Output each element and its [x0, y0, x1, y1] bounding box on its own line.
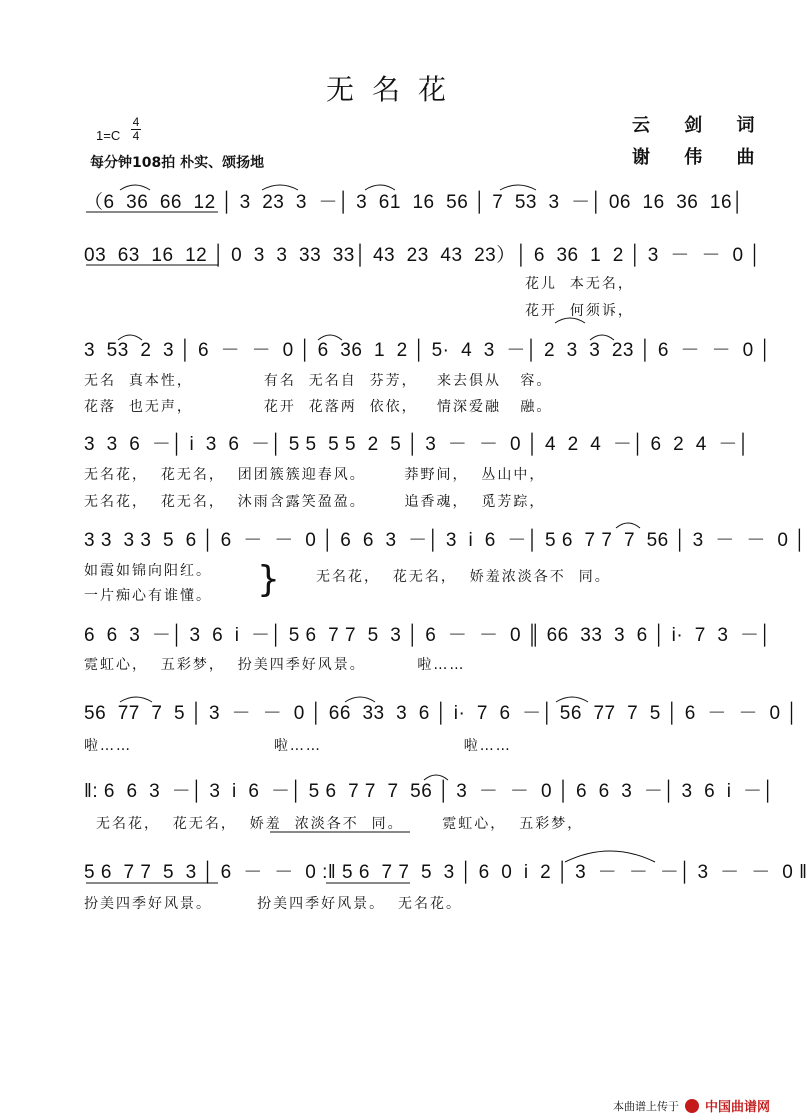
- staff-line-1: （6 36 66 12 │ 3 23 3 －│ 3 61 16 56 │ 7 53 3 －│ 06 16 36 16│: [84, 192, 745, 213]
- footer-watermark: [613, 1096, 770, 1115]
- key-signature: 1=C: [96, 128, 121, 143]
- lyric-line-2a: 花儿 本无名，: [525, 276, 634, 292]
- staff-line-8: ‖: 6 6 3 －│ 3 i 6 －│ 5 6 7 7 7 56 │ 3 － － 0 │ 6 6 3 －│ 3 6 i －│: [84, 781, 775, 802]
- lyric-line-2b: 花开 何须诉，: [525, 303, 634, 319]
- lyric-line-9: 扮美四季好风景。 扮美四季好风景。 无名花。: [84, 896, 463, 912]
- time-signature: [131, 116, 141, 143]
- staff-line-7: 56 77 7 5 │ 3 － － 0 │ 66 33 3 6 │ i· 7 6 －│ 56 77 7 5 │ 6 － － 0 │: [84, 703, 799, 724]
- staff-line-9: 5 6 7 7 5 3 │ 6 － － 0 :‖ 5 6 7 7 5 3 │ 6 0 i 2 │ 3 － － －│ 3 － － 0 ‖: [84, 862, 807, 883]
- upload-text: 本曲谱上传于: [612, 1099, 679, 1113]
- lyric-line-5a: 如霞如锦向阳红。: [84, 563, 212, 579]
- lyric-line-5c: 无名花， 花无名， 娇羞浓淡各不 同。: [316, 569, 611, 585]
- staff-line-4: 3 3 6 －│ i 3 6 －│ 5 5 5 5 2 5 │ 3 － － 0 │ 4 2 4 －│ 6 2 4 －│: [84, 434, 751, 455]
- time-signature-top: 4: [132, 115, 140, 129]
- lyric-line-3a: 无名 真本性， 有名 无名自 芬芳， 来去俱从 容。: [84, 373, 553, 389]
- time-signature-bottom: 4: [132, 129, 140, 143]
- lyric-line-4a: 无名花， 花无名， 团团簇簇迎春风。 莽野间， 丛山中，: [84, 467, 546, 483]
- lyric-line-4b: 无名花， 花无名， 沐雨含露笑盈盈。 追香魂， 觅芳踪，: [84, 494, 546, 510]
- composer-credit: 谢 伟 曲: [632, 147, 769, 168]
- staff-line-3: 3 53 2 3 │ 6 － － 0 │ 6 36 1 2 │ 5· 4 3 －│ 2 3 3 23 │ 6 － － 0 │: [84, 340, 772, 361]
- credits: [632, 110, 769, 174]
- song-title: 无名花: [325, 73, 464, 106]
- staff-line-2: 03 63 16 12 │ 0 3 3 33 33│ 43 23 43 23）│ 6 36 1 2 │ 3 － － 0 │: [84, 245, 762, 266]
- lyricist-credit: 云 剑 词: [632, 115, 769, 136]
- site-name: 中国曲谱网: [704, 1100, 770, 1115]
- lyric-brace: }: [257, 559, 280, 600]
- staff-line-6: 6 6 3 －│ 3 6 i －│ 5 6 7 7 5 3 │ 6 － － 0 ║ 66 33 3 6 │ i· 7 3 －│: [84, 625, 772, 646]
- lyric-line-3b: 花落 也无声， 花开 花落两 依依， 情深爱融 融。: [84, 399, 553, 415]
- site-logo-icon: [685, 1099, 699, 1113]
- lyric-line-8: 无名花， 花无名， 娇羞 浓淡各不 同。 霓虹心， 五彩梦，: [96, 816, 584, 832]
- staff-line-5: 3 3 3 3 5 6 │ 6 － － 0 │ 6 6 3 －│ 3 i 6 －│ 5 6 7 7 7 56 │ 3 － － 0 │: [84, 530, 807, 551]
- lyric-line-5b: 一片痴心有谁懂。: [84, 588, 212, 604]
- lyric-line-7: 啦…… 啦…… 啦……: [84, 738, 512, 754]
- tempo-marking: 每分钟108拍 朴实、颂扬地: [90, 155, 265, 171]
- lyric-line-6: 霓虹心， 五彩梦， 扮美四季好风景。 啦……: [84, 657, 466, 673]
